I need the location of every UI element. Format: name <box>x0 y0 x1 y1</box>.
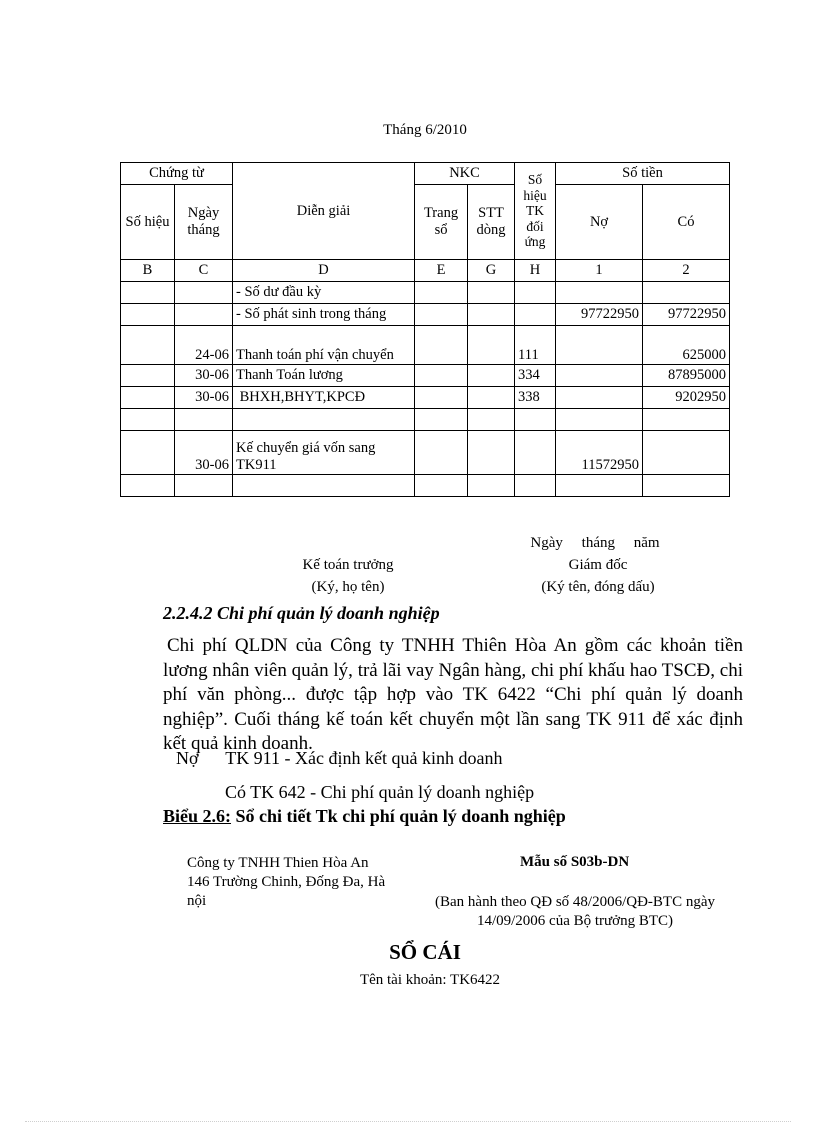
credit-amount: 87895000 <box>643 365 730 387</box>
code-cell: C <box>175 260 233 282</box>
row-description: - Số dư đầu kỳ <box>233 282 415 304</box>
code-cell: H <box>515 260 556 282</box>
row-description: - Số phát sinh trong tháng <box>233 304 415 326</box>
body-paragraph <box>163 634 743 757</box>
row-description: Thanh toán phí vận chuyển <box>233 326 415 365</box>
header-no: Nợ <box>556 185 643 260</box>
company-block <box>187 854 407 911</box>
header-nkc: NKC <box>415 163 515 185</box>
header-stt-dong: STT dòng <box>468 185 515 260</box>
body-paragraph-text: Chi phí QLDN của Công ty TNHH Thiên Hòa An gồm các khoản tiền lương nhân viên quản lý, trả lãi vay Ngân hàng, chi phí khấu hao TSCĐ, chi phí văn phòng... được tập hợp vào TK 6422 “Chi phí quản lý doanh nghiệp”. Cuối tháng kế toán kết chuyển một lần sang TK 911 để xác định kết quả kinh doanh. <box>163 635 743 754</box>
row-date: 30-06 <box>175 387 233 409</box>
ledger-table <box>120 162 730 497</box>
header-so-hieu-tk: Số hiệu TK đối ứng <box>515 163 556 260</box>
entry-credit: Có TK 642 - Chi phí quản lý doanh nghiệp <box>225 782 535 802</box>
row-date: 24-06 <box>175 326 233 365</box>
header-trang-so: Trang sổ <box>415 185 468 260</box>
header-so-hieu: Số hiệu <box>121 185 175 260</box>
header-dien-giai: Diễn giải <box>233 163 415 260</box>
code-cell: B <box>121 260 175 282</box>
credit-amount: 625000 <box>643 326 730 365</box>
exhibit-heading <box>163 806 566 827</box>
entry-debit: Nợ TK 911 - Xác định kết quả kinh doanh <box>176 748 503 768</box>
exhibit-title: Sổ chi tiết Tk chi phí quản lý doanh nghiệp <box>231 806 566 826</box>
issued-by: (Ban hành theo QĐ số 48/2006/QĐ-BTC ngày 14/09/2006 của Bộ trưởng BTC) <box>435 894 715 929</box>
row-description: Kế chuyển giá vốn sang TK911 <box>233 431 415 475</box>
form-code: Mẫu số S03b-DN <box>520 854 630 870</box>
table-row <box>121 326 730 365</box>
header-ngay-thang: Ngày tháng <box>175 185 233 260</box>
code-cell: D <box>233 260 415 282</box>
debit-amount: 97722950 <box>556 304 643 326</box>
row-account: 111 <box>515 326 556 365</box>
code-cell: E <box>415 260 468 282</box>
table-row <box>121 475 730 497</box>
page-bottom-rule <box>25 1121 791 1122</box>
row-description: BHXH,BHYT,KPCĐ <box>233 387 415 409</box>
row-account: 334 <box>515 365 556 387</box>
company-address: 146 Trường Chinh, Đống Đa, Hà nội <box>187 874 386 909</box>
credit-amount: 97722950 <box>643 304 730 326</box>
code-row <box>121 260 730 282</box>
row-description: Thanh Toán lương <box>233 365 415 387</box>
ledger-title: SỔ CÁI <box>389 940 461 964</box>
chief-accountant-note: (Ký, họ tên) <box>311 579 385 595</box>
row-date: 30-06 <box>175 365 233 387</box>
director-title: Giám đốc <box>568 557 628 573</box>
company-name: Công ty TNHH Thien Hòa An <box>187 855 369 871</box>
table-row <box>121 282 730 304</box>
chief-accountant-title: Kế toán trưởng <box>302 557 394 573</box>
table-row <box>121 409 730 431</box>
table-row <box>121 304 730 326</box>
month-label: Tháng 6/2010 <box>383 122 467 138</box>
debit-amount: 11572950 <box>556 431 643 475</box>
code-cell: 2 <box>643 260 730 282</box>
code-cell: G <box>468 260 515 282</box>
table-row <box>121 431 730 475</box>
table-row <box>121 365 730 387</box>
header-chung-tu: Chứng từ <box>121 163 233 185</box>
account-name: Tên tài khoản: TK6422 <box>359 972 501 988</box>
credit-amount: 9202950 <box>643 387 730 409</box>
header-so-tien: Số tiền <box>556 163 730 185</box>
header-co: Có <box>643 185 730 260</box>
date-line: Ngày tháng năm <box>530 535 660 551</box>
exhibit-label: Biểu 2.6: <box>163 806 232 826</box>
code-cell: 1 <box>556 260 643 282</box>
section-heading: 2.2.4.2 Chi phí quản lý doanh nghiệp <box>163 603 440 623</box>
row-date: 30-06 <box>175 431 233 475</box>
director-note: (Ký tên, đóng dấu) <box>541 579 655 595</box>
table-row <box>121 387 730 409</box>
row-account: 338 <box>515 387 556 409</box>
